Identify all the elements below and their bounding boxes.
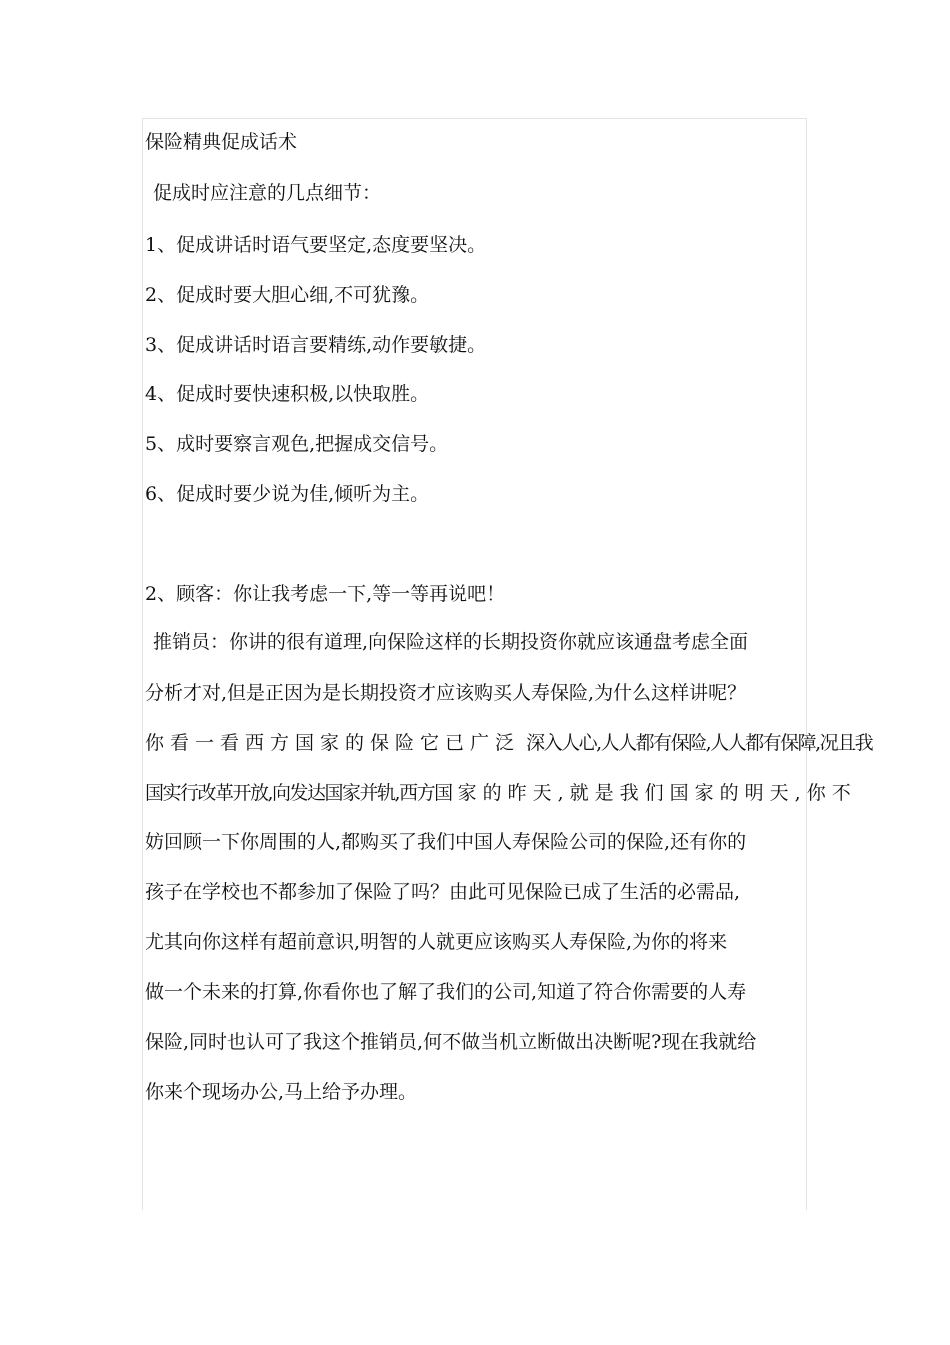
- salesman-line-6: 孩子在学校也不都参加了保险了吗？由此可见保险已成了生活的必需品,: [145, 881, 741, 903]
- salesman-line-4: [145, 781, 857, 805]
- salesman-line-9: 保险,同时也认可了我这个推销员,何不做当机立断做出决断呢?现在我就给: [145, 1031, 757, 1053]
- salesman-line-10: 你来个现场办公,马上给予办理。: [145, 1081, 418, 1103]
- salesman-line-4b: 家的昨天,就是我们国家的明天,你不: [457, 782, 857, 804]
- salesman-line-2: 分析才对,但是正因为是长期投资才应该购买人寿保险,为什么这样讲呢？: [145, 682, 747, 704]
- tip-item-1: 1、促成讲话时语气要坚定,态度要坚决。: [145, 234, 487, 256]
- customer-line: 2、顾客：你让我考虑一下,等一等再说吧！: [145, 583, 506, 605]
- tip-item-6: 6、促成时要少说为佳,倾听为主。: [145, 483, 430, 505]
- tip-item-5: 5、成时要察言观色,把握成交信号。: [145, 433, 449, 455]
- intro-text: 促成时应注意的几点细节：: [153, 182, 382, 204]
- salesman-line-3: [145, 731, 872, 755]
- salesman-line-7: 尤其向你这样有超前意识,明智的人就更应该购买人寿保险,为你的将来: [145, 931, 728, 953]
- salesman-line-3b: 深入人心,人人都有保险,人人都有保障,况且我: [526, 732, 873, 754]
- tip-item-4: 4、促成时要快速积极,以快取胜。: [145, 383, 430, 405]
- salesman-line-4a: 国实行改革开放,向发达国家并轨,西方国: [145, 782, 452, 804]
- tip-item-3: 3、促成讲话时语言要精练,动作要敏捷。: [145, 334, 487, 356]
- salesman-line-3a: 你看一看西方国家的保险它已广泛: [145, 732, 521, 754]
- salesman-line-1: 推销员：你讲的很有道理,向保险这样的长期投资你就应该通盘考虑全面: [153, 631, 749, 653]
- tip-item-2: 2、促成时要大胆心细,不可犹豫。: [145, 284, 430, 306]
- salesman-line-8: 做一个未来的打算,你看你也了解了我们的公司,知道了符合你需要的人寿: [145, 981, 747, 1003]
- document-title: 保险精典促成话术: [145, 131, 298, 153]
- salesman-line-5: 妨回顾一下你周围的人,都购买了我们中国人寿保险公司的保险,还有你的: [145, 831, 747, 853]
